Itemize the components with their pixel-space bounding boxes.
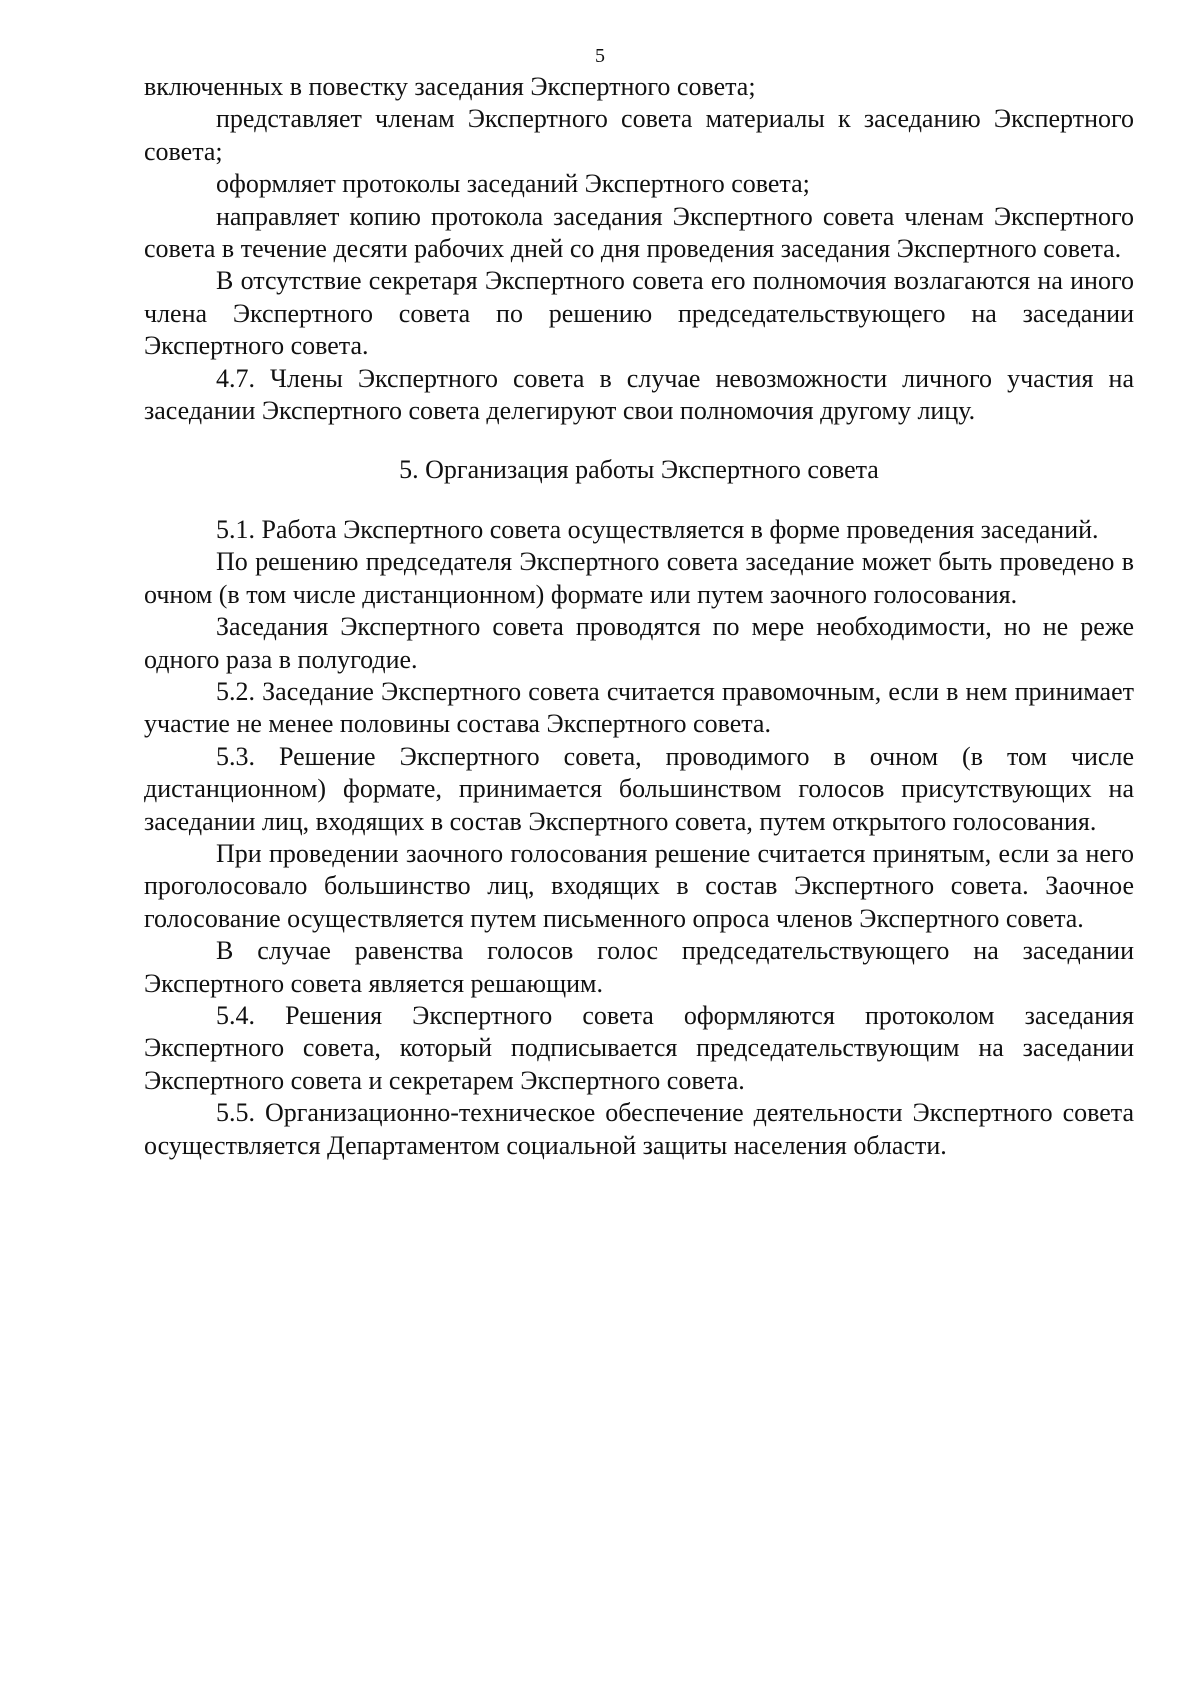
paragraph-5-2: 5.2. Заседание Экспертного совета считается правомочным, если в нем принимает участие не менее половины состава Экспертного совета.	[144, 676, 1134, 739]
paragraph: представляет членам Экспертного совета материалы к заседанию Экспертного совета;	[144, 104, 1134, 166]
paragraph-5-3: 5.3. Решение Экспертного совета, проводимого в очном (в том числе дистанционном) формате, принимается большинством голосов присутствующих на заседании лиц, входящих в состав Экспертного совета, путем открытого голосования.	[144, 741, 1134, 836]
paragraph: Заседания Экспертного совета проводятся по мере необходимости, но не реже одного раза в полугодие.	[144, 612, 1134, 674]
document-body	[144, 71, 1134, 1162]
paragraph-continuation: включенных в повестку заседания Экспертного совета;	[144, 72, 756, 101]
paragraph: По решению председателя Экспертного совета заседание может быть проведено в очном (в том числе дистанционном) формате или путем заочного голосования.	[144, 547, 1134, 609]
paragraph: В случае равенства голосов голос председательствующего на заседании Экспертного совета является решающим.	[144, 936, 1134, 998]
paragraph-5-1: 5.1. Работа Экспертного совета осуществляется в форме проведения заседаний.	[216, 514, 1099, 544]
paragraph-4-7: 4.7. Члены Экспертного совета в случае невозможности личного участия на заседании Экспертного совета делегируют свои полномочия другому лицу.	[144, 363, 1134, 426]
section-heading: 5. Организация работы Экспертного совета	[399, 455, 879, 485]
paragraph: оформляет протоколы заседаний Экспертного совета;	[216, 169, 810, 199]
paragraph: При проведении заочного голосования решение считается принятым, если за него проголосовало большинство лиц, входящих в состав Экспертного совета. Заочное голосование осуществляется путем письменного опроса членов Экспертного совета.	[144, 838, 1134, 933]
page-number: 5	[595, 45, 605, 67]
paragraph-5-4: 5.4. Решения Экспертного совета оформляются протоколом заседания Экспертного совета, который подписывается председательствующим на заседании Экспертного совета и секретарем Экспертного совета.	[144, 1000, 1134, 1095]
paragraph-5-5: 5.5. Организационно-техническое обеспечение деятельности Экспертного совета осуществляется Департаментом социальной защиты населения области.	[144, 1098, 1134, 1160]
paragraph: направляет копию протокола заседания Экспертного совета членам Экспертного совета в течение десяти рабочих дней со дня проведения заседания Экспертного совета.	[144, 201, 1134, 264]
paragraph: В отсутствие секретаря Экспертного совета его полномочия возлагаются на иного члена Экспертного совета по решению председательствующего на заседании Экспертного совета.	[144, 266, 1134, 361]
